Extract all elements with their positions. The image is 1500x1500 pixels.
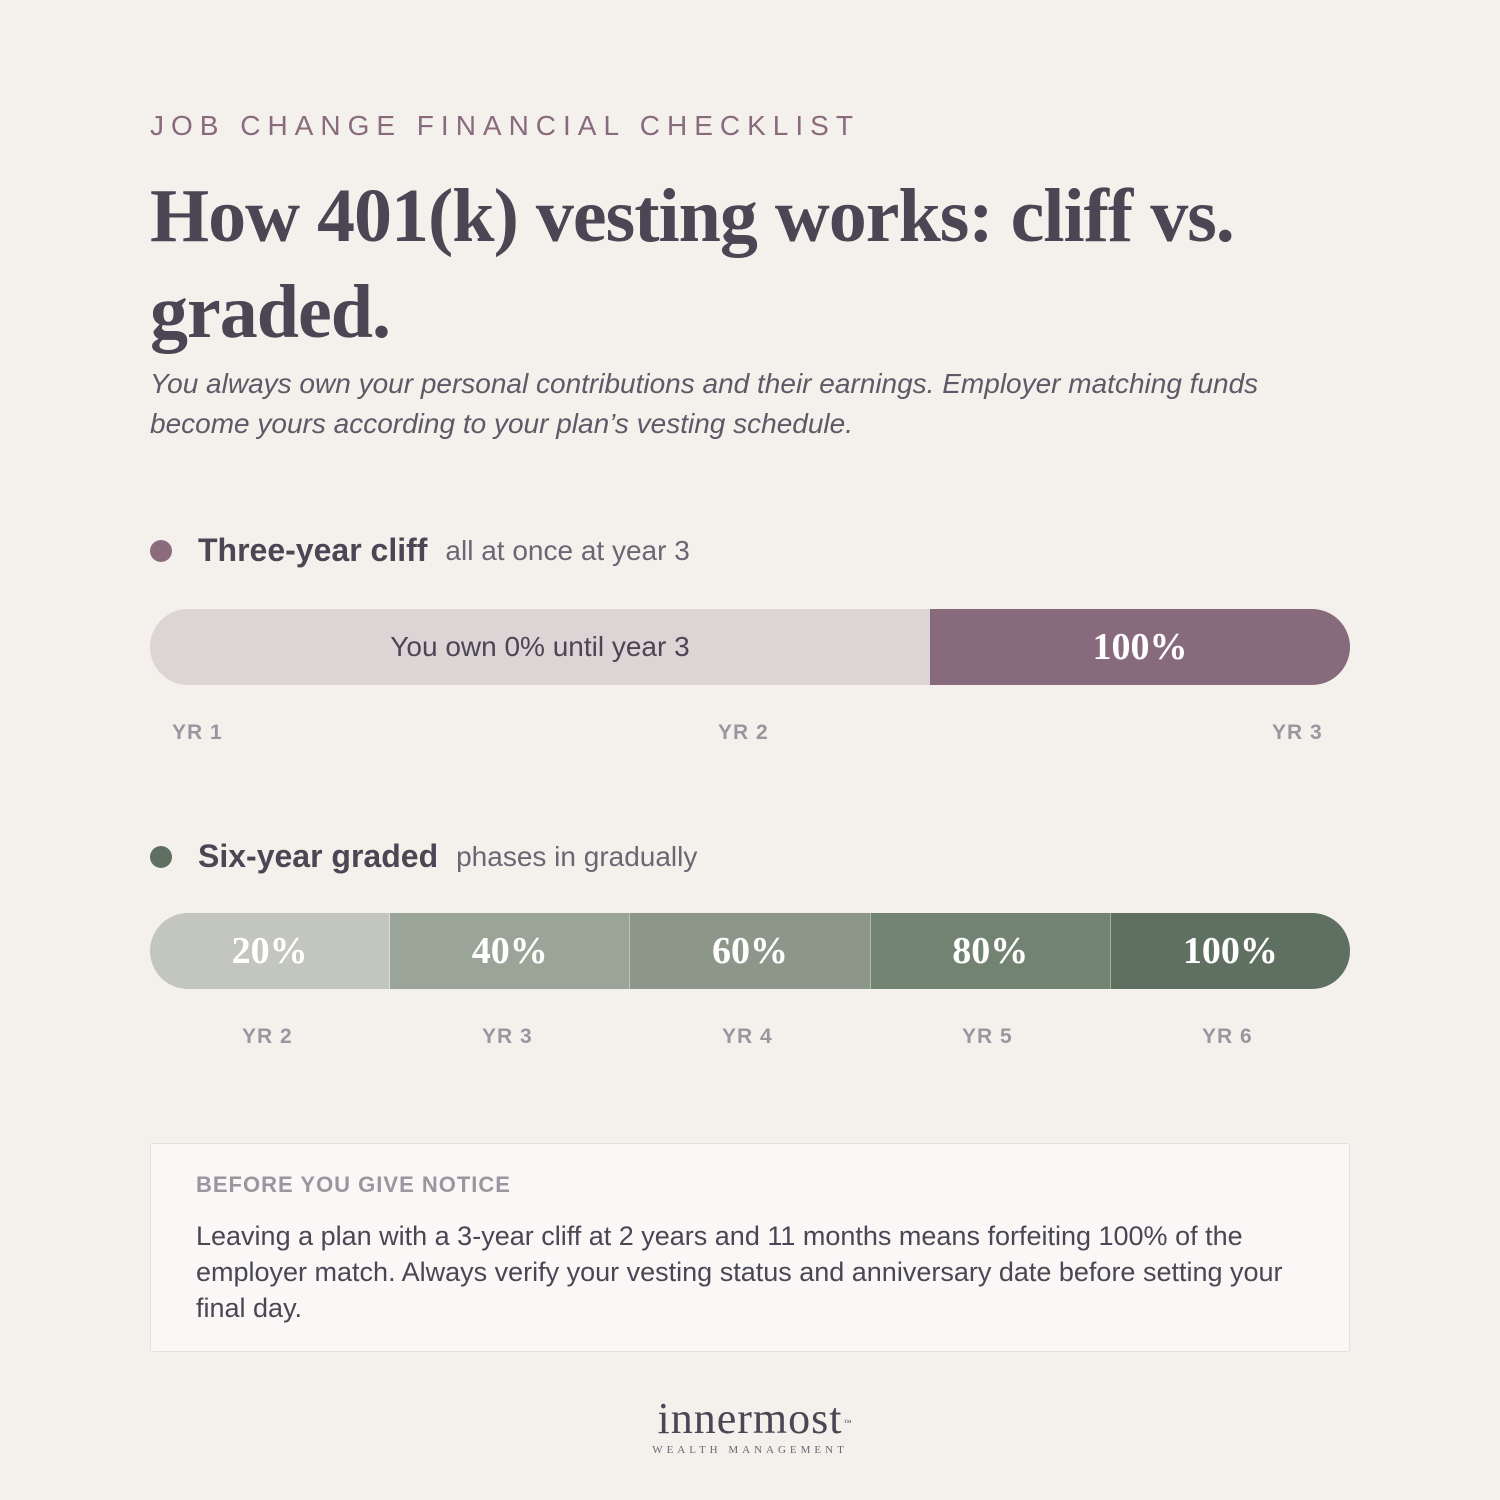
graded-segment-label: 60%: [712, 930, 788, 972]
graded-axis-tick: YR 4: [722, 1025, 773, 1048]
graded-vesting-bar: [150, 913, 1350, 989]
cliff-dot-icon: [150, 540, 172, 562]
cliff-tick-yr2: YR 2: [718, 721, 769, 744]
cliff-vesting-bar: [150, 609, 1350, 685]
cliff-vested-segment: [930, 609, 1350, 685]
callout-body: Leaving a plan with a 3-year cliff at 2 years and 11 months means forfeiting 100% of the employer match. Always verify your vesting status and anniversary date before setting your final day.: [196, 1221, 1283, 1323]
graded-segment-label: 40%: [471, 930, 548, 972]
graded-segment-label: 100%: [1182, 930, 1278, 972]
cliff-section-header: [150, 532, 690, 569]
graded-segment: [390, 913, 630, 989]
brand-tagline: WEALTH MANAGEMENT: [652, 1444, 848, 1456]
graded-description: phases in gradually: [456, 840, 698, 872]
cliff-tick-yr1: YR 1: [172, 721, 223, 744]
cliff-tick-yr3: YR 3: [1272, 721, 1323, 744]
cliff-axis: [150, 721, 1350, 751]
page-subtitle: You always own your personal contributions and their earnings. Employer matching funds become yours according to your plan’s vesting schedule.: [150, 368, 1259, 439]
cliff-title: Three-year cliff: [198, 532, 428, 568]
graded-axis-tick: YR 5: [962, 1025, 1013, 1048]
brand-logo: [150, 1396, 1350, 1456]
graded-axis-tick: YR 3: [482, 1025, 533, 1048]
eyebrow-label: JOB CHANGE FINANCIAL CHECKLIST: [150, 110, 860, 141]
cliff-vested-label: 100%: [1092, 626, 1188, 668]
graded-segment: [150, 913, 390, 989]
page-title: How 401(k) vesting works: cliff vs. graded.: [150, 174, 1234, 354]
infographic: [150, 0, 1350, 1500]
graded-segment: [1111, 913, 1350, 989]
graded-dot-icon: [150, 846, 172, 868]
cliff-description: all at once at year 3: [445, 534, 690, 566]
graded-segment: [630, 913, 870, 989]
graded-axis-tick: YR 6: [1202, 1025, 1253, 1048]
graded-axis-tick: YR 2: [242, 1025, 293, 1048]
brand-name-wrap: [657, 1394, 853, 1443]
graded-title: Six-year graded: [198, 838, 439, 874]
callout-label: BEFORE YOU GIVE NOTICE: [196, 1172, 511, 1197]
graded-segment-label: 20%: [231, 930, 308, 972]
notice-callout: [150, 1143, 1350, 1352]
graded-axis: [150, 1025, 1350, 1055]
graded-segment-label: 80%: [952, 930, 1029, 972]
cliff-unvested-label: You own 0% until year 3: [390, 631, 690, 662]
graded-section-header: [150, 838, 697, 875]
brand-name: innermost: [657, 1394, 843, 1443]
cliff-unvested-segment: [150, 609, 930, 685]
brand-trademark: ™: [843, 1418, 853, 1427]
graded-segment: [871, 913, 1111, 989]
